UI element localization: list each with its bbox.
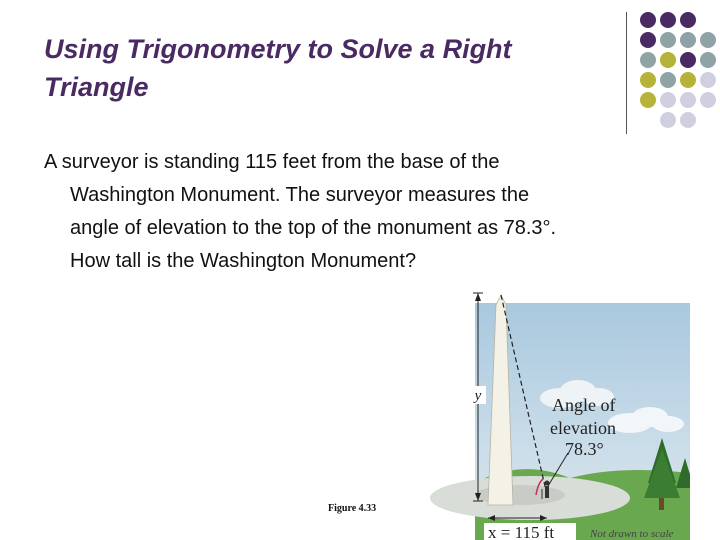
dot-decoration [640,12,656,28]
dot-decoration [640,72,656,88]
dot-decoration [640,52,656,68]
dot-decoration [640,92,656,108]
dot-decoration [660,52,676,68]
distance-label: x = 115 ft [488,523,555,540]
dot-decoration [640,32,656,48]
problem-line: Washington Monument. The surveyor measures the [70,184,530,206]
dot-decoration [680,32,696,48]
height-label: y [474,388,482,404]
angle-label-line1: Angle of [552,395,616,415]
dot-decoration [660,112,676,128]
dot-decoration [680,52,696,68]
scale-note: Not drawn to scale [590,528,674,540]
dot-decoration [700,92,716,108]
problem-line: A surveyor is standing 115 feet from the base of the [44,151,500,173]
problem-line: angle of elevation to the top of the monument as 78.3°. [70,217,557,239]
dot-decoration [700,32,716,48]
problem-line: How tall is the Washington Monument? [70,250,417,272]
slide-title-line: Triangle [44,72,149,102]
monument-figure [400,283,690,540]
dot-decoration [660,32,676,48]
angle-value: 78.3° [565,439,604,459]
problem-statement [44,146,684,278]
figure-caption: Figure 4.33 [328,503,377,514]
dot-decoration [700,52,716,68]
dot-decoration [660,92,676,108]
dot-decoration [680,92,696,108]
height-arrow-top [475,293,481,301]
dot-decoration [680,12,696,28]
dot-decoration [660,12,676,28]
title-divider [626,12,627,134]
angle-label-line2: elevation [550,418,616,438]
dot-decoration [680,72,696,88]
dot-decoration [680,112,696,128]
slide-title [44,30,614,106]
slide-title-line: Using Trigonometry to Solve a Right [44,34,512,64]
dot-decoration [700,72,716,88]
dot-decoration [660,72,676,88]
